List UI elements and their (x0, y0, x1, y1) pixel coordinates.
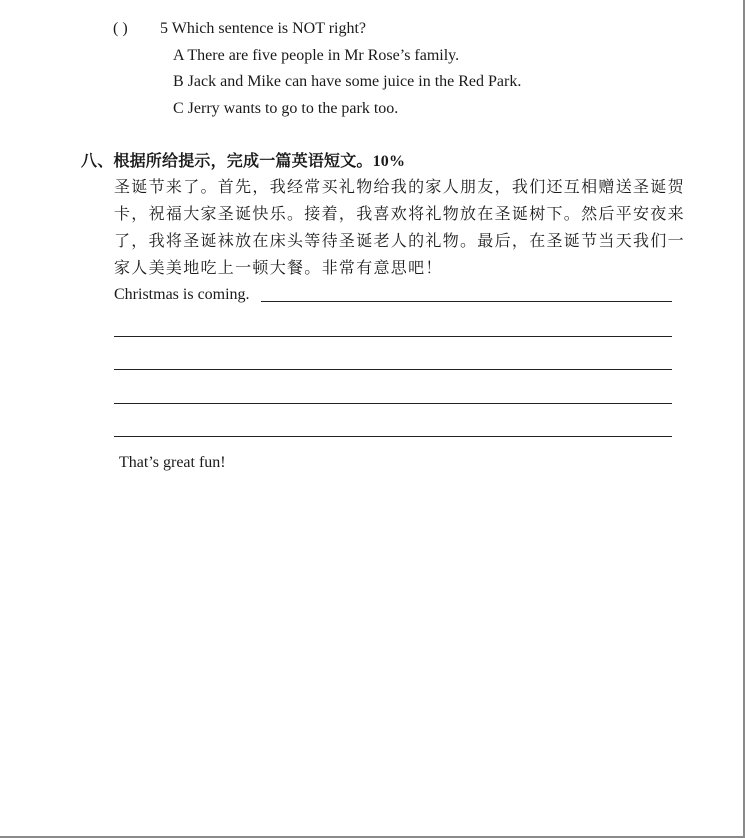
writing-line[interactable] (114, 369, 672, 370)
section-score: 10% (372, 153, 406, 170)
essay-closing: That’s great fun! (119, 454, 226, 471)
writing-line[interactable] (114, 403, 672, 404)
essay-starter: Christmas is coming. (114, 286, 250, 303)
writing-line[interactable] (114, 436, 672, 437)
section-title (81, 151, 405, 172)
prompt-line: 家人美美地吃上一顿大餐。非常有意思吧！ (114, 258, 443, 277)
answer-blank-parentheses[interactable]: ( ) (113, 20, 128, 37)
writing-line[interactable] (114, 336, 672, 337)
question-stem: 5 Which sentence is NOT right? (160, 20, 367, 37)
prompt-line: 了，我将圣诞袜放在床头等待圣诞老人的礼物。最后，在圣诞节当天我们一 (114, 231, 685, 250)
option-b: B Jack and Mike can have some juice in the Red Park. (173, 73, 522, 90)
prompt-line: 卡，祝福大家圣诞快乐。接着，我喜欢将礼物放在圣诞树下。然后平安夜来 (114, 204, 685, 223)
option-a: A There are five people in Mr Rose’s family. (173, 47, 460, 64)
prompt-line: 圣诞节来了。首先，我经常买礼物给我的家人朋友，我们还互相赠送圣诞贺 (114, 177, 685, 196)
option-c: C Jerry wants to go to the park too. (173, 100, 399, 117)
writing-line[interactable] (261, 301, 672, 302)
section-title-text: 八、根据所给提示，完成一篇英语短文。 (81, 151, 373, 170)
